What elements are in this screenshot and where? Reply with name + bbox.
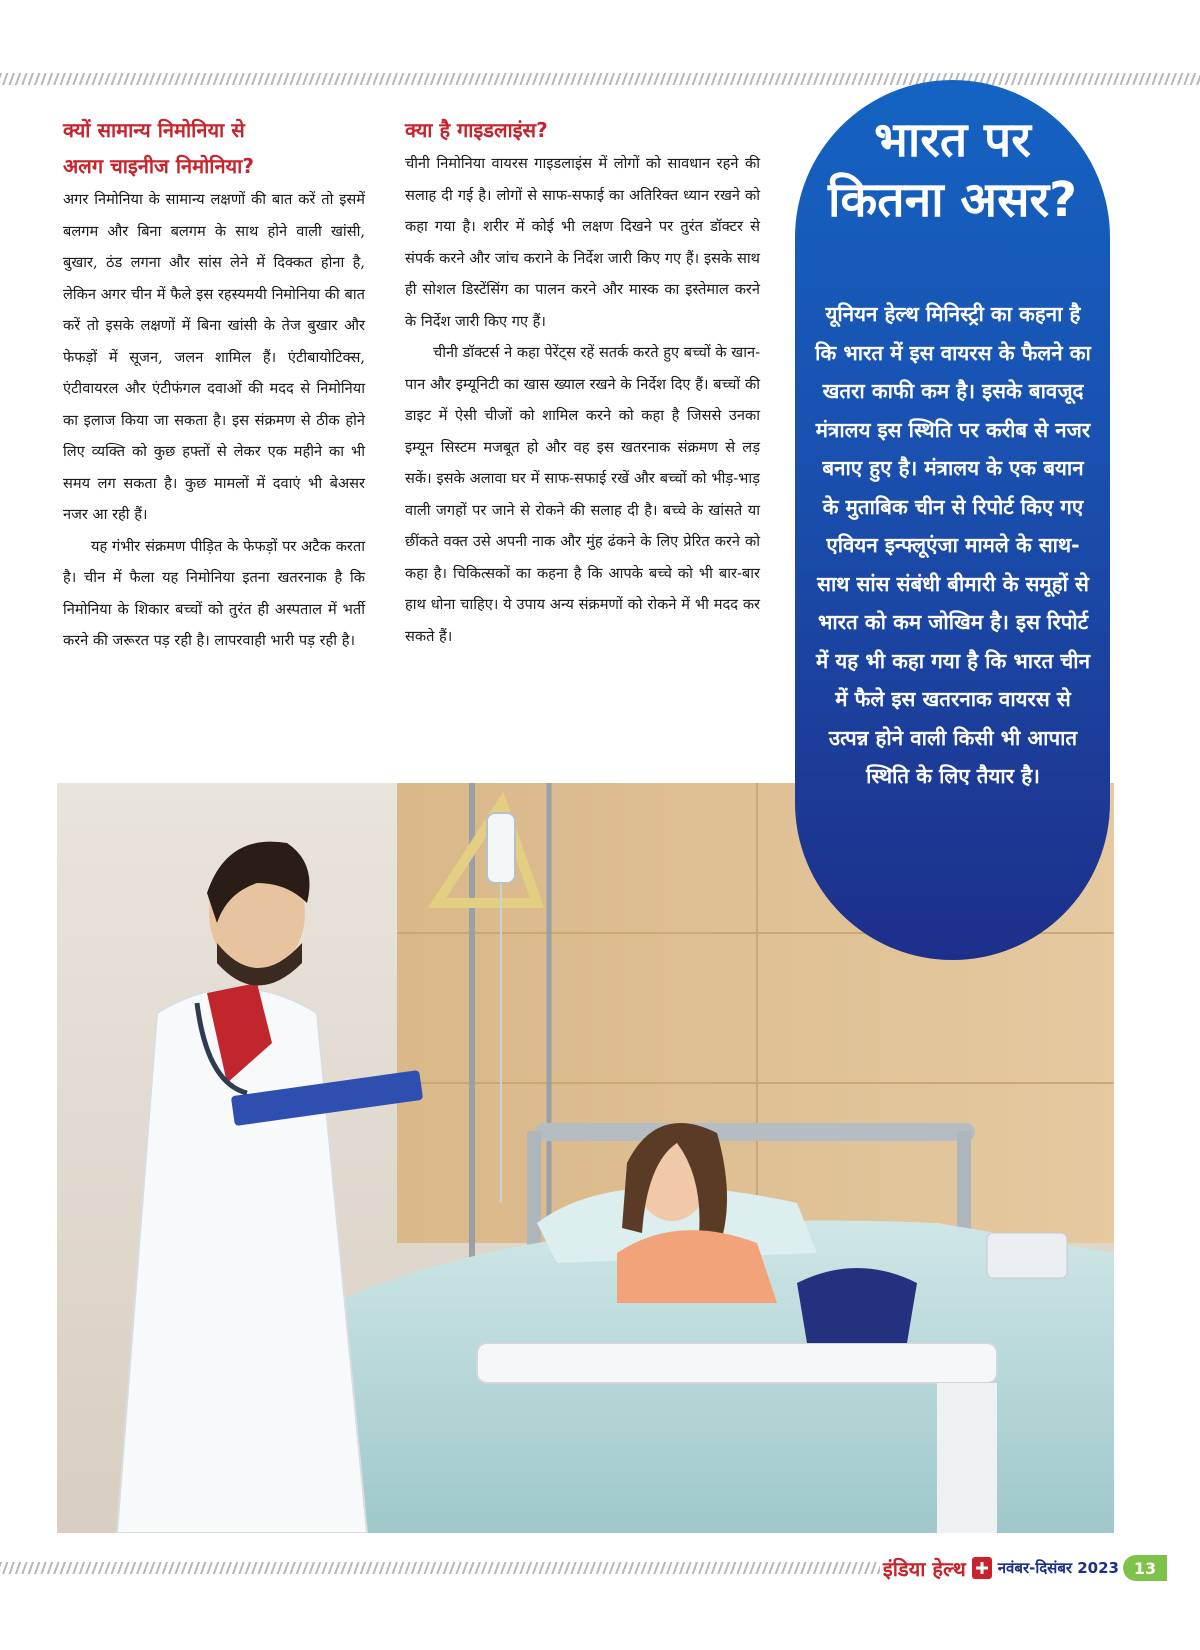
page-footer: [883, 1553, 1167, 1583]
sidebar-title-line-2: कितना असर?: [827, 172, 1078, 228]
top-hatch-rule: [0, 73, 1200, 85]
sidebar-title: [795, 110, 1110, 230]
bp-cuff: [797, 1268, 917, 1343]
column2-paragraph-1: चीनी निमोनिया वायरस गाइडलाइंस में लोगों को सावधान रहने की सलाह दी गई है। लोगों से साफ-सफाई का अतिरिक्त ध्यान रखने को कहा गया है। शरीर में कोई भी लक्षण दिखने पर तुरंत डॉक्टर से संपर्क करने और जांच कराने के निर्देश जारी किए गए हैं। इसके साथ ही सोशल डिस्टेंसिंग का पालन करने और मास्क का इस्तेमाल करने के निर्देश जारी किए गए हैं।: [405, 155, 760, 330]
magazine-brand: इंडिया हेल्थ: [882, 1556, 966, 1581]
brand-logo-icon: [970, 1555, 994, 1581]
section-heading-2: क्या है गाइडलाइंस?: [405, 118, 548, 142]
bp-monitor: [987, 1233, 1067, 1278]
iv-bag: [487, 813, 515, 883]
bed-rail: [535, 1123, 975, 1141]
column1-paragraph-1: अगर निमोनिया के सामान्य लक्षणों की बात करें तो इसमें बलगम और बिना बलगम के साथ होने वाली खांसी, बुखार, ठंड लगना और सांस लेने में दिक्कत होना है, लेकिन अगर चीन में फैले इस रहस्यमयी निमोनिया की बात करें तो इसके लक्षणों में बिना खांसी के तेज बुखार और फेफड़ों में सूजन, जलन शामिल हैं। एंटीबायोटिक्स, एंटीवायरल और एंटीफंगल दवाओं की मदद से निमोनिया का इलाज किया जा सकता है। इस संक्रमण से ठीक होने लिए व्यक्ति को कुछ हफ्तों से लेकर एक महीने का भी समय लग सकता है। कुछ मामलों में दवाएं भी बेअसर नजर आ रही हैं।: [63, 191, 365, 523]
heading-line-1: क्यों सामान्य निमोनिया से: [63, 118, 245, 142]
issue-date: नवंबर-दिसंबर 2023: [997, 1559, 1119, 1577]
page-number: 13: [1123, 1555, 1167, 1581]
column2-paragraph-2: चीनी डॉक्टर्स ने कहा पेरेंट्स रहें सतर्क करते हुए बच्चों के खान-पान और इम्यूनिटी का खास ख्याल रखने के निर्देश दिए हैं। बच्चों की डाइट में ऐसी चीजों को शामिल करने को कहा है जिससे उनका इम्यून सिस्टम मजबूत हो और वह इस खतरनाक संक्रमण से लड़ सकें। इसके अलावा घर में साफ-सफाई रखें और बच्चों को भीड़-भाड़ वाली जगहों पर जाने से रोकने की सलाह दी है। बच्चे के खांसते या छींकते वक्त उसे अपनी नाक और मुंह ढंकने के लिए प्रेरित करने को कहा है। चिकित्सकों का कहना है कि आपके बच्चे को भी बार-बार हाथ धोना चाहिए। ये उपाय अन्य संक्रमणों को रोकने में भी मदद कर सकते हैं।: [405, 344, 760, 645]
overbed-table: [477, 1343, 997, 1383]
article-column-1: [63, 112, 365, 657]
column1-paragraph-2: यह गंभीर संक्रमण पीड़ित के फेफड़ों पर अटैक करता है। चीन में फैला यह निमोनिया इतना खतरनाक है कि निमोनिया के शिकार बच्चों को तुरंत ही अस्पताल में भर्ती करने की जरूरत पड़ रही है। लापरवाही भारी पड़ रही है।: [63, 537, 365, 649]
section-heading-1: [63, 112, 365, 184]
article-column-2: [405, 112, 760, 652]
sidebar-body: यूनियन हेल्थ मिनिस्ट्री का कहना है कि भारत में इस वायरस के फैलने का खतरा काफी कम है। इसके बावजूद मंत्रालय इस स्थिति पर करीब से नजर बनाए हुए है। मंत्रालय के एक बयान के मुताबिक चीन से रिपोर्ट किए गए एवियन इन्फ्लूएंजा मामले के साथ-साथ सांस संबंधी बीमारी के समूहों से भारत को कम जोखिम है। इस रिपोर्ट में यह भी कहा गया है कि भारत चीन में फैले इस खतरनाक वायरस से उत्पन्न होने वाली किसी भी आपात स्थिति के लिए तैयार है।: [815, 302, 1091, 788]
heading-line-2: अलग चाइनीज निमोनिया?: [63, 154, 254, 178]
sidebar-title-line-1: भारत पर: [874, 112, 1031, 168]
bottom-hatch-rule: [0, 1562, 880, 1574]
india-impact-sidebar: [795, 80, 1110, 960]
